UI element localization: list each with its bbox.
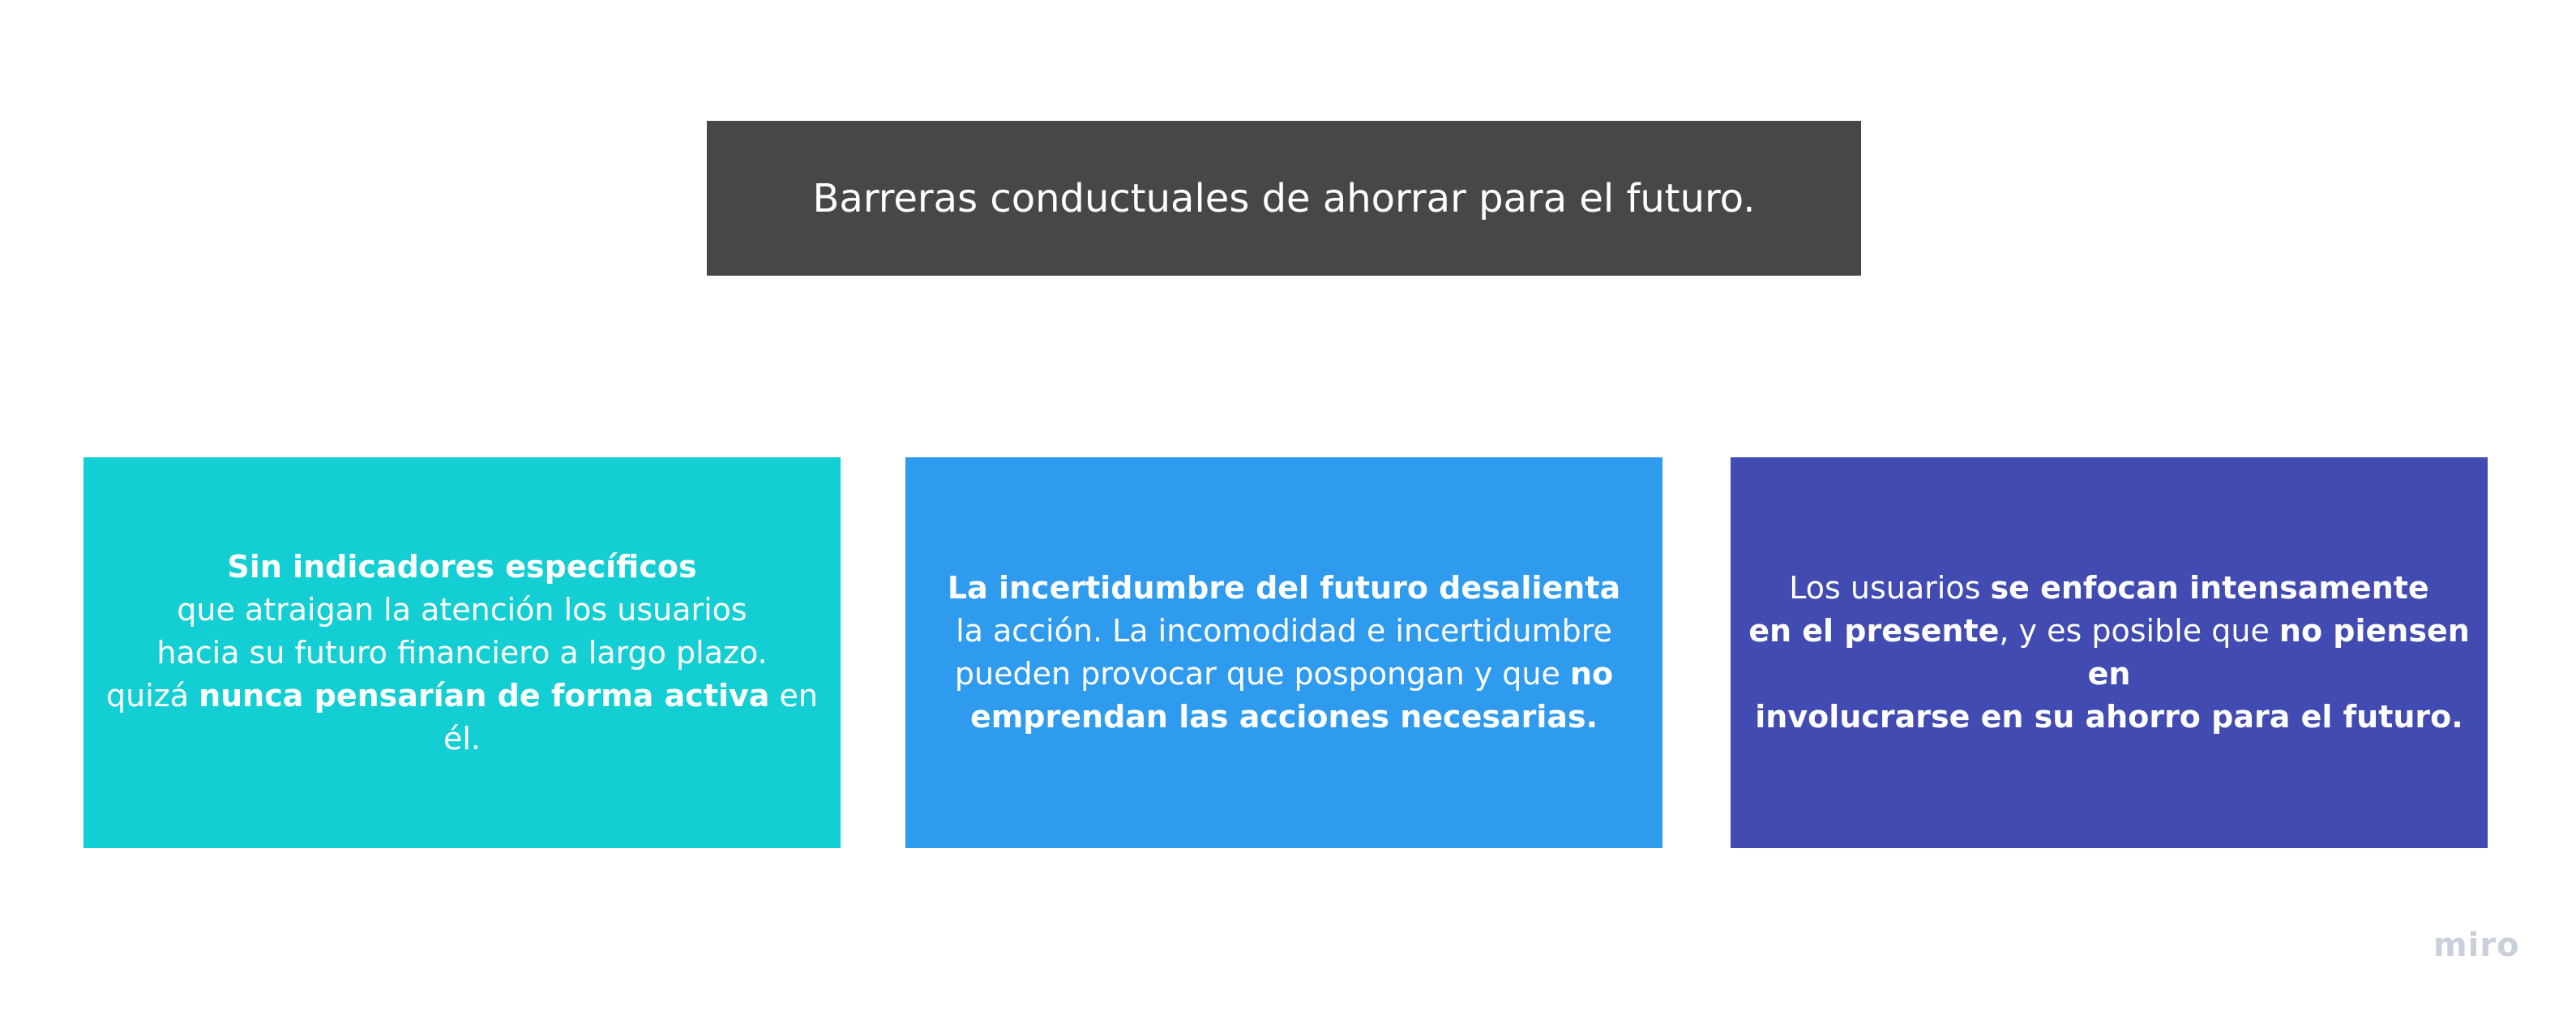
card-text-bold: La incertidumbre del futuro desalienta [947, 570, 1621, 606]
card-text-bold: nunca pensarían de forma activa [199, 677, 770, 714]
card-text-bold: emprendan las acciones necesarias. [969, 699, 1598, 735]
barrier-card-2-text [948, 567, 1620, 739]
barrier-card-3-text [1747, 567, 2471, 739]
card-text-bold: no piensen en [2087, 613, 2470, 692]
card-text-line [156, 635, 767, 671]
diagram-title-box [707, 121, 1861, 276]
card-text-line [955, 656, 1613, 692]
card-text-regular: , y es posible que [1999, 613, 2279, 649]
card-text-regular: hacia su futuro financiero a largo plazo. [156, 634, 768, 671]
card-text-line [177, 592, 747, 628]
card-text-regular: que atraigan la atención los usuarios [177, 591, 747, 628]
miro-logo: miro [2433, 927, 2520, 964]
barrier-card-1-text [100, 546, 824, 761]
card-text-line [106, 678, 818, 756]
card-text-line [948, 570, 1620, 606]
diagram-title: Barreras conductuales de ahorrar para el futuro. [812, 175, 1756, 221]
card-text-regular: la acción. La incomodidad e incertidumbre [956, 613, 1612, 649]
card-text-bold: no [1569, 656, 1614, 692]
card-text-regular: en él. [443, 677, 818, 756]
card-text-line [227, 549, 696, 585]
barrier-card-2 [905, 457, 1662, 848]
card-text-bold: involucrarse en su ahorro para el futuro. [1755, 699, 2463, 735]
barrier-card-1 [83, 457, 841, 848]
card-text-bold: en el presente [1748, 613, 2000, 649]
card-text-line [956, 613, 1612, 649]
card-text-regular: Los usuarios [1789, 570, 1991, 606]
barrier-card-3 [1731, 457, 2488, 848]
card-text-line [970, 699, 1598, 735]
card-text-line [1755, 699, 2463, 735]
card-text-regular: pueden provocar que pospongan y que [954, 656, 1570, 692]
card-text-bold: se enfocan intensamente [1990, 570, 2429, 606]
card-text-regular: quizá [106, 677, 199, 714]
card-text-line [1748, 613, 2470, 692]
card-text-bold: Sin indicadores específicos [227, 548, 697, 585]
card-text-line [1789, 570, 2428, 606]
